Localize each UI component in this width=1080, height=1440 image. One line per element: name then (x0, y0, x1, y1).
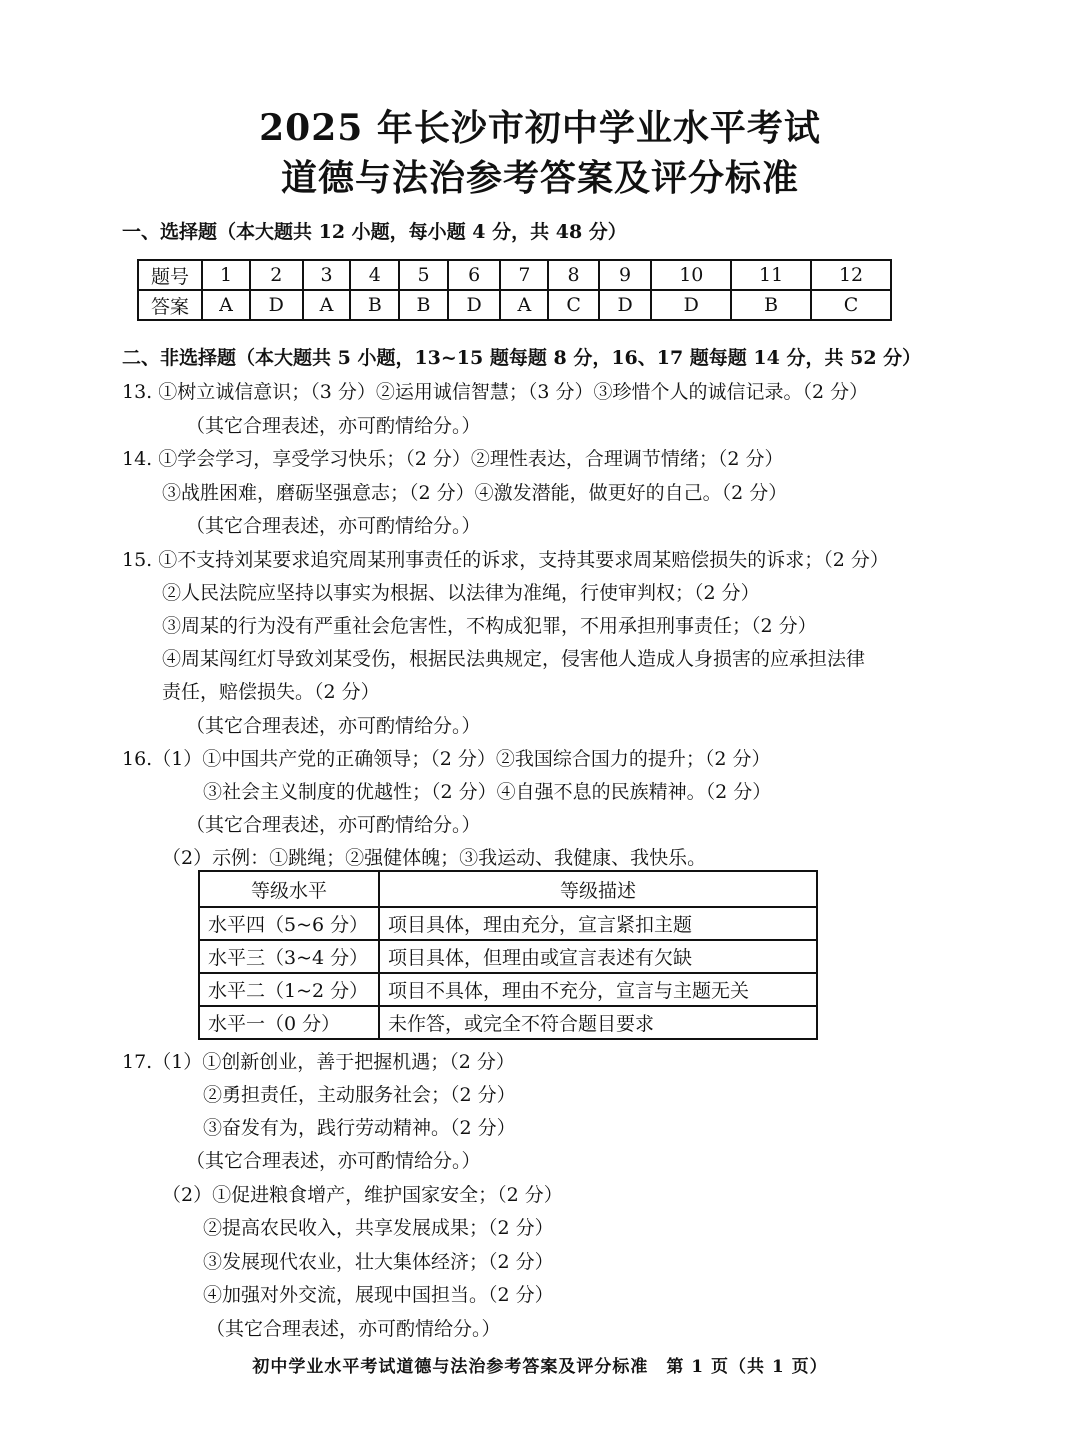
q14-note: （其它合理表述，亦可酌情给分。） (186, 515, 481, 537)
grading-desc: 项目具体，但理由或宣言表述有欠缺 (379, 940, 817, 973)
mcq-answer: A (500, 290, 548, 320)
q16-note: （其它合理表述，亦可酌情给分。） (186, 814, 481, 836)
grading-row (199, 907, 817, 940)
mcq-answer-row (138, 290, 891, 320)
q17-line-6: ③发展现代农业，壮大集体经济；（2 分） (203, 1251, 554, 1273)
grading-desc: 未作答，或完全不符合题目要求 (379, 1006, 817, 1039)
q17-line-4: （2）①促进粮食增产，维护国家安全；（2 分） (162, 1184, 563, 1206)
q15-line-3: ③周某的行为没有严重社会危害性，不构成犯罪，不用承担刑事责任；（2 分） (162, 615, 817, 637)
mcq-answer: D (250, 290, 303, 320)
grading-row (199, 973, 817, 1006)
q13-line-1: 13. ①树立诚信意识；（3 分）②运用诚信智慧；（3 分）③珍惜个人的诚信记录。（2 分） (122, 381, 869, 403)
q14-line-1: 14. ①学会学习，享受学习快乐；（2 分）②理性表达，合理调节情绪；（2 分） (122, 448, 784, 470)
grading-row (199, 1006, 817, 1039)
page-footer: 初中学业水平考试道德与法治参考答案及评分标准 第 1 页（共 1 页） (252, 1357, 828, 1377)
mcq-number: 2 (250, 260, 303, 290)
q15-line-1: 15. ①不支持刘某要求追究周某刑事责任的诉求，支持其要求周某赔偿损失的诉求；（2 分） (122, 549, 889, 571)
mcq-number: 8 (548, 260, 598, 290)
grading-col-desc-header: 等级描述 (379, 871, 817, 907)
mcq-number: 7 (500, 260, 548, 290)
section1-heading: 一、选择题（本大题共 12 小题，每小题 4 分，共 48 分） (122, 221, 627, 243)
mcq-answer: D (599, 290, 652, 320)
q16-line-2: ③社会主义制度的优越性；（2 分）④自强不息的民族精神。（2 分） (203, 781, 772, 803)
q15-line-4: ④周某闯红灯导致刘某受伤，根据民法典规定，侵害他人造成人身损害的应承担法律 (162, 648, 866, 670)
q17-line-7: ④加强对外交流，展现中国担当。（2 分） (203, 1284, 554, 1306)
q16-line-1: 16.（1）①中国共产党的正确领导；（2 分）②我国综合国力的提升；（2 分） (122, 748, 771, 770)
mcq-answer: C (811, 290, 891, 320)
q17-note-2: （其它合理表述，亦可酌情给分。） (206, 1318, 501, 1340)
mcq-answer: D (448, 290, 501, 320)
grading-level: 水平二（1~2 分） (199, 973, 379, 1006)
mcq-number: 5 (399, 260, 448, 290)
q17-line-2: ②勇担责任，主动服务社会；（2 分） (203, 1084, 516, 1106)
mcq-number: 6 (448, 260, 501, 290)
grading-row (199, 940, 817, 973)
mcq-answer: A (202, 290, 250, 320)
mcq-number: 3 (303, 260, 351, 290)
grading-level: 水平四（5~6 分） (199, 907, 379, 940)
q15-line-2: ②人民法院应坚持以事实为根据、以法律为准绳，行使审判权；（2 分） (162, 582, 760, 604)
mcq-answer: A (303, 290, 351, 320)
q13-note: （其它合理表述，亦可酌情给分。） (186, 415, 481, 437)
q15-note: （其它合理表述，亦可酌情给分。） (186, 715, 481, 737)
grading-desc: 项目具体，理由充分，宣言紧扣主题 (379, 907, 817, 940)
mcq-answer: C (548, 290, 598, 320)
mcq-number: 12 (811, 260, 891, 290)
grading-desc: 项目不具体，理由不充分，宣言与主题无关 (379, 973, 817, 1006)
q16-line-3: （2）示例：①跳绳；②强健体魄；③我运动、我健康、我快乐。 (162, 847, 707, 869)
grading-col-level-header: 等级水平 (199, 871, 379, 907)
grading-level-table (198, 870, 818, 1040)
document-subtitle: 道德与法治参考答案及评分标准 (280, 157, 799, 199)
q17-line-5: ②提高农民收入，共享发展成果；（2 分） (203, 1217, 554, 1239)
grading-level: 水平一（0 分） (199, 1006, 379, 1039)
q15-line-5: 责任，赔偿损失。（2 分） (162, 681, 380, 703)
q17-line-1: 17.（1）①创新创业，善于把握机遇；（2 分） (122, 1051, 515, 1073)
mcq-number: 4 (350, 260, 399, 290)
mcq-answer: B (399, 290, 448, 320)
mcq-answer: D (651, 290, 731, 320)
mcq-number: 10 (651, 260, 731, 290)
mcq-number: 11 (731, 260, 811, 290)
section2-heading: 二、非选择题（本大题共 5 小题，13~15 题每题 8 分，16、17 题每题 14 分，共 52 分） (122, 347, 922, 369)
mcq-row-label-answer: 答案 (138, 290, 202, 320)
mcq-row-label-question: 题号 (138, 260, 202, 290)
mcq-answer: B (350, 290, 399, 320)
q17-line-3: ③奋发有为，践行劳动精神。（2 分） (203, 1117, 516, 1139)
grading-table-header (199, 871, 817, 907)
mcq-number: 1 (202, 260, 250, 290)
mcq-question-row (138, 260, 891, 290)
mcq-number: 9 (599, 260, 652, 290)
grading-level: 水平三（3~4 分） (199, 940, 379, 973)
q17-note-1: （其它合理表述，亦可酌情给分。） (186, 1150, 481, 1172)
document-title: 2025 年长沙市初中学业水平考试 (259, 107, 821, 149)
mcq-answer: B (731, 290, 811, 320)
q14-line-2: ③战胜困难，磨砺坚强意志；（2 分）④激发潜能，做更好的自己。（2 分） (162, 482, 788, 504)
mcq-answer-table (137, 259, 892, 321)
